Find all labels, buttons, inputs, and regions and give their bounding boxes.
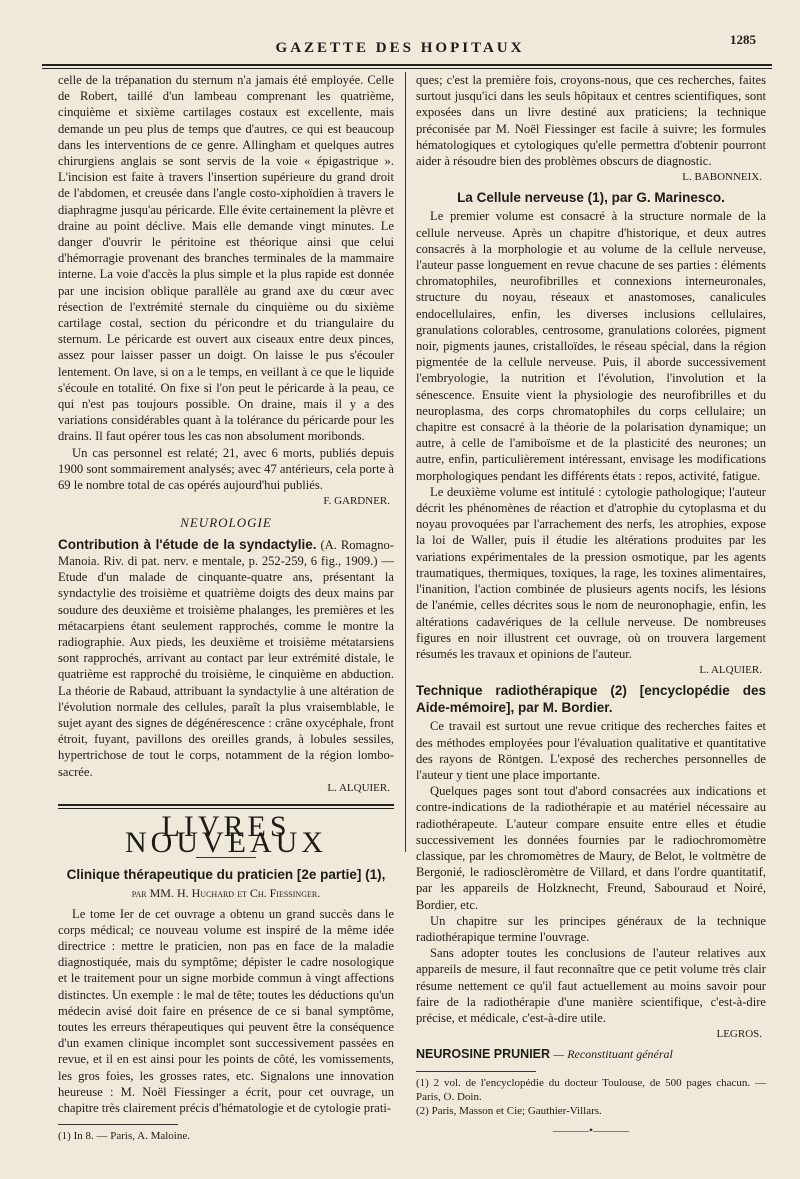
article-body: Le tome Ier de cet ouvrage a obtenu un grand succès dans le corps médical; ce nouveau volume est inspiré de la même idée directrice : mettre le praticien, non pas en face de la maladie diagnostiquée, mais du symptôme; dépister le cadre nosologique et le traitement pour un signe morbide commun à vingt affections distinctes. Un exemple : le mal de tête; toutes les déductions qu'un médecin avisé doit faire en présence de ce si banal symptôme, toutes les erreurs thérapeutiques qui peuvent être la conséquence d'un examen clinique incomplet sont successivement passées en revue, et il en est ainsi pour les points de côté, les vomissements, les gros foies, les grosses rates, etc. Signalons une innovation heureuse : M. Noël Fiessinger a écrit, pour cet ouvrage, un chapitre très clairement précis d'hématologie et de cytologie prati- (58, 906, 394, 1115)
article-title: La Cellule nerveuse (1), par G. Marinesco. (457, 190, 725, 206)
livres-nouveaux-heading: LIVRES NOUVEAUX (125, 809, 327, 860)
advert-slogan: — Reconstituant général (553, 1047, 673, 1062)
paragraph: Ce travail est surtout une revue critique des recherches faites et des méthodes employées pour l'évaluation qualitative et quantitative des rayons de Röntgen. L'exposé des recherches personnelles de l'auteur y tient une place importante. (416, 719, 766, 782)
page-number: 1285 (730, 32, 756, 47)
paragraph: celle de la trépanation du sternum n'a jamais été employée. Celle de Robert, taillé d'un lambeau comprenant les quatrième, cinquième et sixième cartilages costaux est excellente, mais demande un peu plus de temps que d'autres, ce qui est beaucoup dans les interventions de ce genre. Allingham et quelques autres chirurgiens anglais se sont servis de la voie « épigastrique ». L'incision est faite à travers l'insertion supérieure du grand droit de l'abdomen, et creusée dans l'angle costo-xiphoïdien à travers le diaphragme jusqu'au péricarde. Elle évite certainement la plèvre et draine au point déclive. Mais elle demande vingt minutes. Le danger d'ouvrir le péritoine est théorique ainsi que celui d'hémorragie provenant des branches terminales de la mammaire interne. La voie d'accès la plus simple et la plus rapide est donnée par une incision oblique parallèle au grand axe du cœur avec résection de l'extrémité sternale du cinquième ou du sixième cartilage costal, section du péricondre et du triangulaire du sternum. Le péricarde est ouvert aux ciseaux entre deux pinces, assez pour laisser passer un doigt. On laisse le pus s'écouler lentement. On lave, si on a le temps, en veillant à ce que le liquide s'écoule en totalité. On fixe si l'on peut le péricarde à la peau, ce qui n'est pas toujours possible. On draine, mais il y a des variations considérables quant à la tolérance du péricarde pour les drains. Il faut opérer tous les cas non absolument moribonds. (58, 73, 394, 444)
paragraph: Sans adopter toutes les conclusions de l'auteur relatives aux appareils de mesure, il faut reconnaître que ce petit volume très clair résume nettement ce qu'il faut actuellement au moins savoir pour faire de la radiothérapie d'une manière scientifique, c'est-à-dire précise, et médicale, c'est-à-dire utile. (416, 946, 766, 1025)
article-block (58, 536, 394, 780)
paragraph: Quelques pages sont tout d'abord consacrées aux indications et contre-indications de la radiothérapie et au matériel nécessaire au radiothérapeute. L'auteur compare ensuite entre elles et étudie successivement les données fournies par le radiochromomètre classique, par les chromomètres de Maury, de Belot, le voltmètre de Bergonié, le radiosclèromètre de Villard, et dans l'ordre quantitatif, par les appareils de Holzknecht, Freund, Sabouraud et Noiré, Bordier, etc. (416, 784, 766, 912)
footnote: (1) 2 vol. de l'encyclopédie du docteur Toulouse, de 500 pages chacun. — Paris, O. Doin. (416, 1076, 766, 1103)
paragraph: Le deuxième volume est intitulé : cytologie pathologique; l'auteur décrit les phénomènes de réaction et d'atrophie du cytoplasma et du noyau provoquées par l'arrachement des nerfs, les atrophies, expose la loi de Waller, puis il étudie les altérations produites par les variations expérimentales de la pression osmotique, par les agents traumatiques, thermiques, toxiques, la rage, les toxines alimentaires, l'inanition, l'action combinée de plusieurs agents nocifs, les lésions de l'anémie, celles décrites sous le nom de neuronophagie, enfin, les altérations cadavériques de la cellule nerveuse. De nombreuses figures en noir illustrent cet ouvrage, où on trouvera largement résumés les travaux et opinions de l'auteur. (416, 484, 766, 661)
left-column (58, 72, 394, 1143)
ornament-divider: ———•——— (552, 1122, 630, 1137)
section-rule (58, 804, 394, 809)
signature: F. GARDNER. (323, 495, 390, 508)
paragraph: Le premier volume est consacré à la structure normale de la cellule nerveuse. Après un chapitre d'historique, et deux autres consacrés à la morphologie et au volume de la cellule nerveuse, l'auteur passe longuement en revue chacune de ses parties : éléments chromatophiles, neurofibrilles et connexions interneuronales, structure du noyau, réseaux et anastomoses, canalicules endocellulaires, enfin, les diverses inclusions cellulaires, granulations colorables, centrosome, granulations colorées, pigment noir, pigments jaunes, cristalloïdes, le réseau spécial, dans la région pigmentée de la cellule nerveuse. Puis, il aborde successivement l'embryologie, la nutrition et l'évolution, l'involution et la sénescence. Ensuite vient la physiologie des neurofibrilles et du neuroplasma, des corps chromatophiles du corps cellulaire; un chapitre est consacré à la théorie de la polarisation dynamique; un autre, à celle de l'amiboïsme et de la plasticité des neurones; un autre, enfin, particulièrement intéressant, envisage les modifications morphologiques pendant les différents états : repos, activité, fatigue. (416, 209, 766, 483)
section-heading: NEUROLOGIE (180, 515, 272, 531)
article-author-ref: (A. Romagno-Manoia. Riv. di pat. nerv. e mentale, p. 252-259, 6 fig., 1909.) (58, 537, 394, 568)
paragraph: ques; c'est la première fois, croyons-nous, que ces recherches, faites surtout jusqu'ici dans les seuls hôpitaux et centres scientifiques, sont exposées dans un livre destiné aux praticiens; la technique préconisée par M. Noël Fiessinger est facile à suivre; les formules hématologiques et cytologiques qu'elle permettra d'obtenir pourront aider à résoudre bien des problèmes obscurs de diagnostic. (416, 73, 766, 169)
article-title: Technique radiothérapique (2) [encyclopédie des Aide-mémoire], par M. Bordier. (416, 683, 766, 716)
paragraph: Un cas personnel est relaté; 21, avec 6 morts, publiés depuis 1900 sont sommairement analysés; avec 47 antérieurs, cela porte à 69 le nombre total de cas opérés aujourd'hui publiés. (58, 445, 394, 493)
paragraph: Un chapitre sur les principes généraux de la technique radiothérapique termine l'ouvrage. (416, 913, 766, 944)
footnote: (1) In 8. — Paris, A. Maloine. (58, 1130, 190, 1143)
footnote: (2) Paris, Masson et Cie; Gauthier-Villars. (416, 1104, 602, 1117)
signature: L. BABONNEIX. (682, 171, 762, 184)
signature: L. ALQUIER. (327, 781, 390, 794)
signature: LEGROS. (716, 1028, 762, 1041)
header-rule (42, 64, 772, 69)
article-authors: par MM. H. Huchard et Ch. Fiessinger. (131, 886, 321, 901)
signature: L. ALQUIER. (699, 664, 762, 677)
footnote-rule (416, 1071, 536, 1072)
advert-line (416, 1046, 766, 1062)
footnote-rule (58, 1124, 178, 1125)
article-title: Contribution à l'étude de la syndactylie. (58, 536, 317, 552)
article-title: Clinique thérapeutique du praticien [2e partie] (1), (66, 867, 386, 883)
article-body: — Etude d'un malade de cinquante-quatre ans, présentant la syndactylie des troisième et quatrième doigts des deux mains par soudure des deuxième et troisième phalanges, les premières et les métacarpiens étant seulement rapprochés, comme le montre la radiographie. Aux pieds, les deuxième et troisième métatarsiens sont rapprochés, arrivant au contact par leur extrémité distale, le quatrième est rapproché du troisième, le cinquième en abduction. La théorie de Rabaud, attribuant la syndactylie à une altération de l'évolution normale des cellules, paraît la plus vraisemblable, le sujet ayant des signes de dégénérescence : crâne oxycéphale, front étroit, fuyant, pavillons des oreilles grands, à lobules sessiles, hypertrichose de tout le corps, notamment de la région lombo-sacrée. (58, 553, 394, 779)
running-title: GAZETTE DES HOPITAUX (275, 40, 525, 56)
advert-brand: NEUROSINE PRUNIER (416, 1047, 551, 1062)
column-divider (405, 72, 406, 852)
right-column (416, 72, 766, 1142)
